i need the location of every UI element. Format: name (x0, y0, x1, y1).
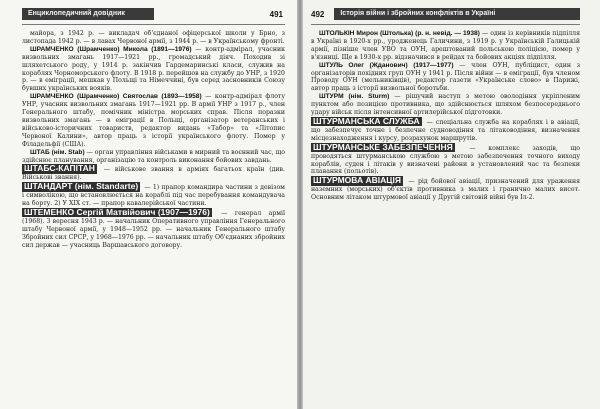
entry-body: — спеціальна служба на кораблях і в авіації, що забезпечує точне і безпечне судноводіння та літаководіння, визначення місцезнаходження і курсу, розрахунок маршрутів. (311, 118, 580, 142)
dictionary-entry (22, 93, 285, 148)
entry-body: — контр-адмірал флоту УНР, учасник визвольних змагань 1917—1921 рр. В армії УНР з 1917 р., член Генерального штабу, помічник міністра морських справ. Після поразки визвольних змагань — в еміграції в Польщі, організатор ветеранських і військово-історичних товариств, редактор видань «Табор» та «Літопис Червоної Калини», автор праць з історії українського флоту. Помер у Філадельфії (США). (22, 93, 285, 148)
entry-headword: ШТАБ (нім. Stab) (30, 148, 85, 156)
entry-body: — рішучий наступ з метою оволодіння укріпленим пунктом або позицією противника, що здійснюється шляхом безпосереднього удару військ після інтенсивної артилерійської підготовки. (311, 93, 580, 117)
entry-headword: ШРАМЧЕНКО (Шрамченко) Святослав (1893—1958) (30, 93, 202, 101)
entry-body: майора, з 1942 р. — викладач об'єднаної офіцерської школи у Брно, з листопада 1942 р. — в лавах Червоної армії, з 1944 р. — в Українському фронті. (22, 30, 285, 45)
entry-body: — військове звання в арміях багатьох країн (див. Військові звання). (22, 166, 285, 182)
right-page-header (311, 8, 580, 20)
entry-headword: ШТУРМАНСЬКА СЛУЖБА (313, 115, 420, 126)
dictionary-entry (22, 30, 285, 46)
right-running-title: Історія війни і збройних конфліктів в Україні (334, 8, 580, 20)
entry-headword: ШТОЛЬКІН Мирон (Штолька) (р. н. невід. — 1938) (319, 30, 480, 37)
dictionary-entry (22, 164, 285, 182)
entry-headword: ШТУРМАНСЬКЕ ЗАБЕЗПЕЧЕННЯ (313, 141, 453, 152)
dictionary-entry (22, 182, 285, 208)
dictionary-entry (311, 176, 580, 202)
entry-headword: ШТУРМ (нім. Sturm) (319, 93, 390, 101)
left-page (0, 0, 297, 409)
dictionary-entry (311, 143, 580, 177)
dictionary-entry (311, 93, 580, 117)
entry-body: — 1) прапор командира частини з девізом і символікою, що встановлюється на кораблі під час перебування командувача на борту. 2) У XIX ст. — прапор кавалерійської частини. (22, 184, 285, 208)
entry-headword: ШТУЛЬ Олег (Жданович) (1917—1977) (319, 61, 454, 69)
entry-body: — рід бойової авіації, призначений для ураження наземних (морських) об'єктів противника з малих і гранично малих висот. Основним літаком штурмової авіації у Другій світовій війні був Іл-2. (311, 178, 580, 202)
entry-body: — генерал армії (1968). З вересня 1943 р. — начальник Оперативного управління Генерального штабу Червоної армії, у 1948—1952 рр. — начальник Генерального штабу Збройних сил СРСР, у 1968—1976 рр. — начальник штабу Об'єднаних збройних сил держав — учасниць Варшавського договору. (22, 209, 285, 249)
right-page-number: 492 (311, 9, 325, 19)
left-page-header (22, 8, 289, 20)
entry-headword: ШТЕМЕНКО Сергій Матвійович (1907—1976) (24, 206, 210, 217)
entry-body: — орган управління військами в мирний та воєнний час, що здійснює планування, організацію та контроль виконання бойових завдань. (22, 148, 285, 164)
left-text-column (22, 30, 285, 405)
right-header-rule (311, 24, 580, 25)
entry-body: — член ОУН, публіцист, один з організаторів похідних груп ОУН у 1941 р. Після війни — в еміграції, був членом Проводу ОУН (мельниківців), редактор газети «Українське слово» в Парижі, автор праць з історії визвольної боротьби. (311, 61, 580, 93)
entry-headword: ШРАМЧЕНКО (Шрамченко) Микола (1891—1976) (30, 45, 192, 53)
entry-body: — комплекс заходів, що проводяться штурманською службою з метою забезпечення точного виходу кораблів, суден і літаків у визначені райони в установлений час та безпеки плавання (польотів). (311, 144, 580, 176)
dictionary-entry (311, 117, 580, 143)
entry-body: — один із керівників підпілля в Україні в 1920-х рр., уродженець Галичини, з 1919 р. у Українській Галицькій армії, пізніше член УВО та ОУН, арештований польською поліцією, помер у в'язниці. Ще в 1930-х рр. відзначився в рейдах та бойових акціях підпілля. (311, 30, 580, 61)
dictionary-entry (22, 46, 285, 93)
dictionary-entry (311, 62, 580, 94)
dictionary-entry (22, 208, 285, 250)
entry-headword: ШТАБС-КАПІТАН (24, 163, 95, 174)
left-running-title: Енциклопедичний довідник (22, 8, 154, 20)
dictionary-entry (22, 149, 285, 165)
entry-headword: ШТУРМОВА АВІАЦІЯ (313, 175, 401, 186)
dictionary-entry (311, 30, 580, 62)
left-page-number: 491 (269, 9, 283, 19)
right-text-column (311, 30, 580, 405)
right-page (303, 0, 600, 409)
left-header-rule (22, 24, 285, 25)
entry-headword: ШТАНДАРТ (нім. Standarte) (24, 181, 139, 192)
entry-body: — контр-адмірал, учасник визвольних змагань 1917—1921 рр., громадський діяч. Походив зі шляхетського роду, у 1914 р. закінчив Гардемаринські класи, служив на кораблях Чорноморського флоту. В 1918 р. перейшов на службу до УНР, з 1920 р. — в еміграції, мешкав у Польщі та Німеччині, був серед засновників Союзу бувших українських вояків. (22, 45, 285, 93)
